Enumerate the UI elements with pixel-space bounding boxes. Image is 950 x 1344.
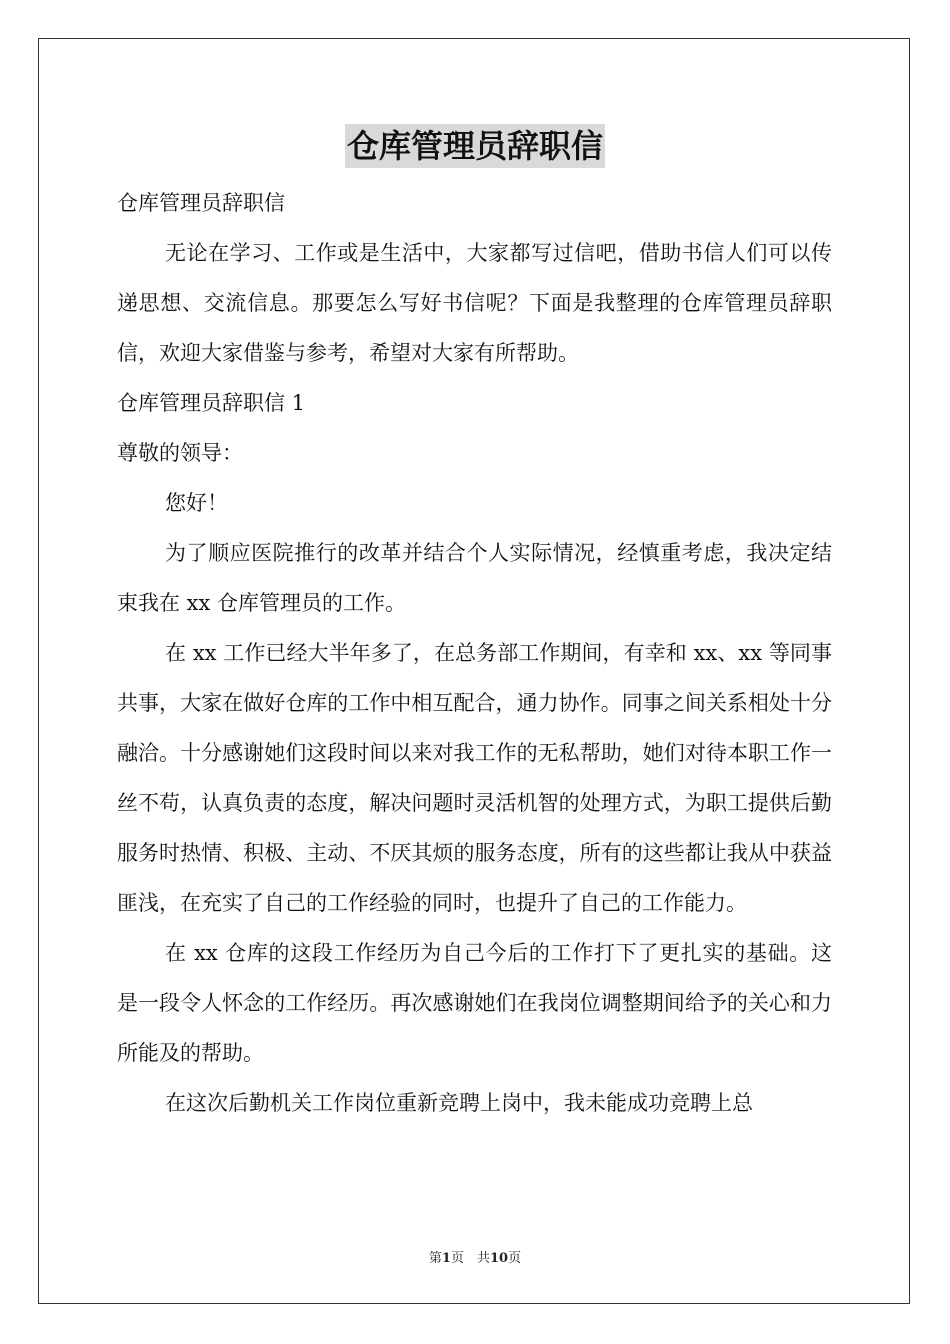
paragraph-subtitle: 仓库管理员辞职信 bbox=[117, 191, 285, 215]
paragraph-body: 为了顺应医院推行的改革并结合个人实际情况，经慎重考虑，我决定结束我在 xx 仓库管理员的工作。 bbox=[117, 541, 832, 615]
document-title: 仓库管理员辞职信 bbox=[345, 124, 605, 168]
paragraph-body: 在 xx 工作已经大半年多了，在总务部工作期间，有幸和 xx、xx 等同事共事，大家在做好仓库的工作中相互配合，通力协作。同事之间关系相处十分融洽。十分感谢她们这段时间以来对我工作的无私帮助，她们对待本职工作一丝不苟，认真负责的态度，解决问题时灵活机智的处理方式，为职工提供后勤服务时热情、积极、主动、不厌其烦的服务态度，所有的这些都让我从中获益匪浅，在充实了自己的工作经验的同时，也提升了自己的工作能力。 bbox=[117, 641, 832, 915]
footer-page-prefix: 第 bbox=[428, 1251, 442, 1266]
footer-page-current: 1 bbox=[441, 1251, 451, 1266]
paragraph-greeting: 您好！ bbox=[165, 491, 228, 515]
page-footer bbox=[0, 1247, 950, 1266]
paragraph-section-heading: 仓库管理员辞职信 1 bbox=[117, 391, 306, 415]
footer-page-middle: 页 共 bbox=[450, 1251, 490, 1266]
paragraph-body: 在 xx 仓库的这段工作经历为自己今后的工作打下了更扎实的基础。这是一段令人怀念的工作经历。再次感谢她们在我岗位调整期间给予的关心和力所能及的帮助。 bbox=[117, 941, 832, 1065]
paragraph-salutation: 尊敬的领导： bbox=[117, 441, 243, 465]
footer-page-suffix: 页 bbox=[508, 1251, 522, 1266]
footer-page-total: 10 bbox=[489, 1251, 509, 1266]
paragraph-body: 在这次后勤机关工作岗位重新竞聘上岗中，我未能成功竞聘上总 bbox=[165, 1091, 753, 1115]
paragraph-intro: 无论在学习、工作或是生活中，大家都写过信吧，借助书信人们可以传递思想、交流信息。那要怎么写好书信呢？下面是我整理的仓库管理员辞职信，欢迎大家借鉴与参考，希望对大家有所帮助。 bbox=[117, 241, 832, 365]
document-title-container bbox=[0, 124, 950, 168]
document-body bbox=[117, 178, 832, 1128]
